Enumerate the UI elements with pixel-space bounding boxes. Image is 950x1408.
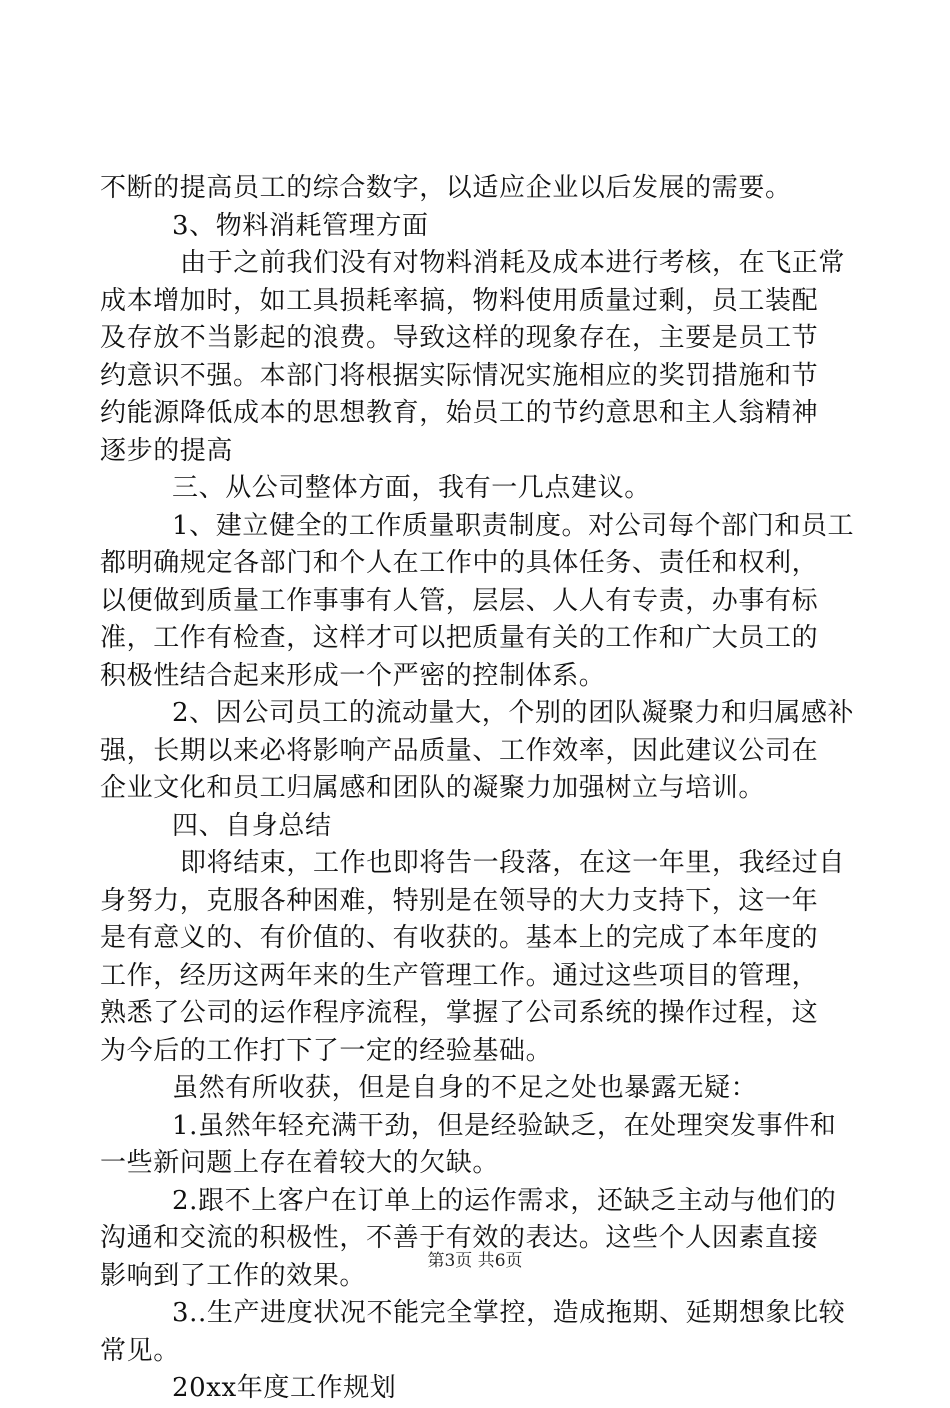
text-line: 工作，经历这两年来的生产管理工作。通过这些项目的管理， [100,960,819,991]
text-line: 身努力，克服各种困难，特别是在领导的大力支持下，这一年 [100,885,819,916]
text-line: 2.跟不上客户在订单上的运作需求，还缺乏主动与他们的 [172,1185,837,1216]
text-line: 虽然有所收获，但是自身的不足之处也暴露无疑： [172,1073,758,1103]
text-line: 3..生产进度状况不能完全掌控，造成拖期、延期想象比较 [172,1298,846,1328]
section-heading: 四、自身总结 [172,810,332,841]
text-line: 是有意义的、有价值的、有收获的。基本上的完成了本年度的 [100,923,819,953]
text-line: 1.虽然年轻充满干劲，但是经验缺乏，在处理突发事件和 [172,1110,837,1141]
text-line: 成本增加时，如工具损耗率搞，物料使用质量过剩，员工装配 [100,285,819,316]
text-line: 约能源降低成本的思想教育，始员工的节约意思和主人翁精神 [100,398,819,428]
text-line: 约意识不强。本部门将根据实际情况实施相应的奖罚措施和节 [100,360,819,391]
text-line: 一些新问题上存在着较大的欠缺。 [100,1148,500,1178]
text-line: 准，工作有检查，这样才可以把质量有关的工作和广大员工的 [100,623,819,653]
text-line: 常见。 [100,1335,180,1366]
text-line: 影响到了工作的效果。 [100,1260,367,1291]
text-line: 2、因公司员工的流动量大，个别的团队凝聚力和归属感补 [172,698,855,728]
text-line: 由于之前我们没有对物料消耗及成本进行考核，在飞正常 [180,248,846,278]
text-line: 1、建立健全的工作质量职责制度。对公司每个部门和员工 [172,510,855,541]
document-body [100,170,855,1408]
section-heading: 三、从公司整体方面，我有一几点建议。 [172,473,651,503]
text-line: 不断的提高员工的综合数字，以适应企业以后发展的需要。 [100,173,792,203]
text-line: 强，长期以来必将影响产品质量、工作效率，因此建议公司在 [100,735,819,766]
page-footer: 第3页 共6页 [427,1251,523,1271]
text-line: 为今后的工作打下了一定的经验基础。 [100,1035,553,1066]
section-heading: 3、物料消耗管理方面 [172,210,429,241]
text-line: 逐步的提高 [100,435,234,466]
section-heading: 20xx年度工作规划 [172,1373,397,1403]
text-line: 熟悉了公司的运作程序流程，掌握了公司系统的操作过程，这 [100,998,819,1028]
text-line: 企业文化和员工归属感和团队的凝聚力加强树立与培训。 [100,773,766,803]
text-line: 都明确规定各部门和个人在工作中的具体任务、责任和权利， [100,548,819,578]
text-line: 即将结束，工作也即将告一段落，在这一年里，我经过自 [180,848,846,878]
text-line: 沟通和交流的积极性，不善于有效的表达。这些个人因素直接 [100,1223,819,1253]
text-line: 以便做到质量工作事事有人管，层层、人人有专责，办事有标 [100,585,819,616]
text-line: 积极性结合起来形成一个严密的控制体系。 [100,660,606,691]
text-line: 及存放不当影起的浪费。导致这样的现象存在，主要是员工节 [100,323,819,353]
